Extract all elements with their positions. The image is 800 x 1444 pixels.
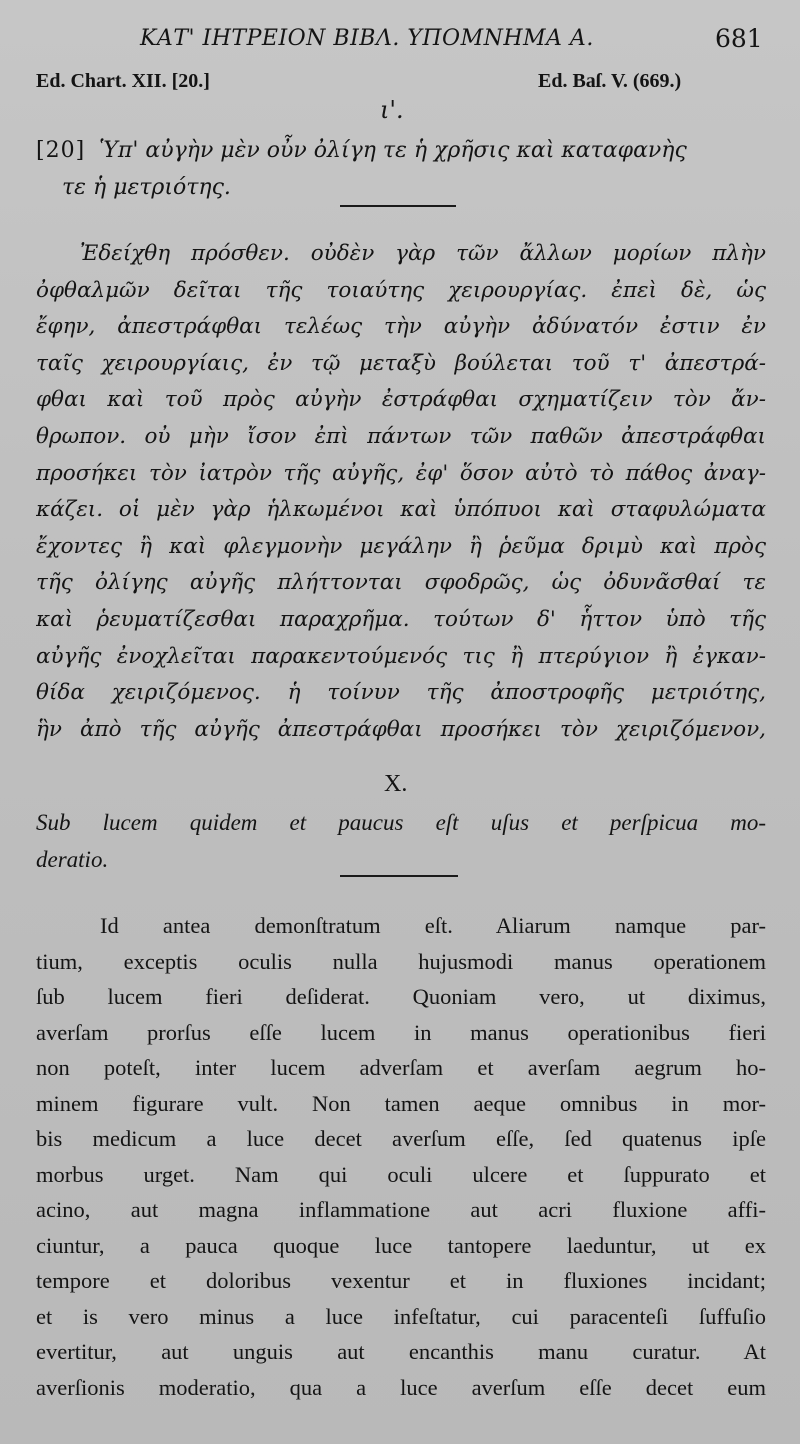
latin-lemma-line-1: Sub lucem quidem et paucus eſt uſus et perſpicua mo- (36, 810, 766, 835)
divider-rule (340, 875, 458, 877)
section-number: [20] (36, 138, 86, 163)
latin-lemma (36, 804, 766, 878)
latin-line: morbus urget. Nam qui oculi ulcere et ſuppurato et (36, 1161, 766, 1187)
latin-line: averſam prorſus eſſe lucem in manus operationibus fieri (36, 1019, 766, 1045)
greek-line: φθαι καὶ τοῦ πρὸς αὐγὴν ἐστράφθαι σχηματίζειν τὸν ἄν- (36, 387, 766, 413)
latin-line: tium, exceptis oculis nulla hujusmodi manus operationem (36, 948, 766, 974)
page-number: 681 (715, 24, 763, 53)
greek-line: Ἐδείχθη πρόσθεν. οὐδὲν γὰρ τῶν ἄλλων μορίων πλὴν (80, 241, 766, 266)
latin-line: averſionis moderatio, qua a luce averſum eſſe decet eum (36, 1374, 766, 1400)
latin-line: minem figurare vult. Non tamen aeque omnibus in mor- (36, 1090, 766, 1116)
latin-line: tempore et doloribus vexentur et in fluxiones incidant; (36, 1268, 766, 1293)
greek-line: τῆς ὀλίγης αὐγῆς πλήττονται σφοδρῶς, ὡς ὀδυνᾶσθαί τε (36, 570, 766, 596)
latin-section-marker: X. (384, 771, 408, 797)
greek-lemma (36, 132, 766, 206)
latin-line: ciuntur, a pauca quoque luce tantopere laeduntur, ut ex (36, 1232, 766, 1258)
greek-line: ἔφην, ἀπεστράφθαι τελέως τὴν αὐγὴν ἀδύνατόν ἐστιν ἐν (36, 314, 766, 340)
edition-reference-left: Ed. Chart. XII. [20.] (36, 70, 210, 92)
greek-line: κάζει. οἱ μὲν γὰρ ἡλκωμένοι καὶ ὑπόπυοι καὶ σταφυλώματα (36, 497, 766, 523)
latin-translation (36, 908, 766, 1405)
greek-section-marker: ι'. (380, 96, 404, 124)
greek-lemma-line-2: τε ἡ μετριότης. (62, 175, 231, 200)
latin-lemma-line-2: deratio. (36, 847, 109, 872)
greek-line: προσήκει τὸν ἰατρὸν τῆς αὐγῆς, ἐφ' ὅσον αὐτὸ τὸ πάθος ἀναγ- (36, 460, 766, 486)
greek-line: ἔχοντες ἢ καὶ φλεγμονὴν μεγάλην ἢ ῥεῦμα δριμὺ καὶ πρὸς (36, 533, 766, 559)
greek-line: ἣν ἀπὸ τῆς αὐγῆς ἀπεστράφθαι προσήκει τὸν χειριζόμενον, (36, 716, 766, 742)
latin-line: evertitur, aut unguis aut encanthis manu curatur. At (36, 1339, 766, 1364)
greek-lemma-line-1 (36, 132, 766, 169)
latin-line: bis medicum a luce decet averſum eſſe, ſed quatenus ipſe (36, 1126, 766, 1151)
greek-line: αὐγῆς ἐνοχλεῖται παρακεντούμενός τις ἢ πτερύγιον ἢ ἐγκαν- (36, 643, 766, 669)
latin-line: et is vero minus a luce infeſtatur, cui paracenteſi ſuffuſio (36, 1303, 766, 1329)
greek-lemma-text: Ὑπ' αὐγὴν μὲν οὖν ὀλίγη τε ἡ χρῆσις καὶ καταφανὴς (99, 138, 687, 163)
greek-line: καὶ ῥευματίζεσθαι παραχρῆμα. τούτων δ' ἧττον ὑπὸ τῆς (36, 606, 766, 632)
edition-reference-right: Ed. Baſ. V. (669.) (538, 70, 682, 92)
latin-line: non poteſt, inter lucem adverſam et averſam aegrum ho- (36, 1055, 766, 1080)
greek-line: θίδα χειριζόμενος. ἡ τοίνυν τῆς ἀποστροφῆς μετριότης, (36, 680, 766, 706)
greek-line: ταῖς χειρουργίαις, ἐν τῷ μεταξὺ βούλεται τοῦ τ' ἀπεστρά- (36, 350, 766, 376)
greek-commentary (36, 236, 766, 748)
latin-line: acino, aut magna inflammatione aut acri fluxione affi- (36, 1197, 766, 1222)
greek-line: ὀφθαλμῶν δεῖται τῆς τοιαύτης χειρουργίας. ἐπεὶ δὲ, ὡς (36, 277, 766, 303)
running-title: ΚΑΤ' ΙΗΤΡΕΙΟΝ ΒΙΒΛ. ΥΠΟΜΝΗΜΑ Α. (140, 26, 594, 51)
divider-rule (340, 205, 456, 207)
latin-line: ſub lucem fieri deſiderat. Quoniam vero, ut diximus, (36, 984, 766, 1009)
greek-line: θρωπον. οὐ μὴν ἴσον ἐπὶ πάντων τῶν παθῶν ἀπεστράφθαι (36, 423, 766, 449)
latin-line: Id antea demonſtratum eſt. Aliarum namque par- (100, 913, 766, 938)
